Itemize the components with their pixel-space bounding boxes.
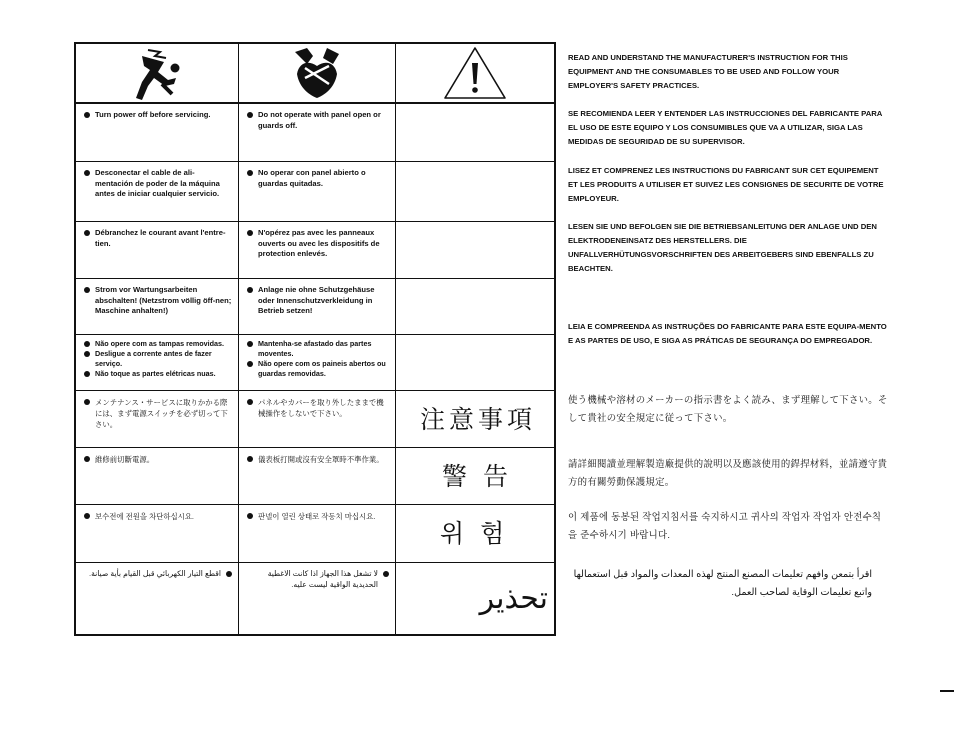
row4-col1 bbox=[76, 279, 239, 335]
text: Não toque as partes elétricas nuas. bbox=[95, 369, 216, 378]
text: Débranchez le courant avant l'entre-tien. bbox=[95, 228, 226, 248]
bullet-dot bbox=[84, 341, 90, 347]
bullet-dot bbox=[226, 571, 232, 577]
row6-col1 bbox=[76, 391, 239, 448]
bullet-dot bbox=[84, 513, 90, 519]
row7-col1 bbox=[76, 448, 239, 505]
instruction-japanese: 使う機械や溶材のメーカーの指示書をよく読み、まず理解して下さい。そして貴社の安全規定に従って下さい。 bbox=[568, 394, 888, 423]
row5-col3 bbox=[396, 335, 554, 391]
bullet-dot bbox=[84, 371, 90, 377]
moving-parts-hand-icon bbox=[287, 44, 347, 102]
row3-col3 bbox=[396, 222, 554, 279]
bullet-dot bbox=[84, 399, 90, 405]
text: N'opérez pas avec les panneaux ouverts ou avec les dispositifs de protection enlevés. bbox=[258, 228, 380, 259]
text: No operar con panel abierto o guardas quitadas. bbox=[258, 168, 366, 188]
row4-col3 bbox=[396, 279, 554, 335]
text: اقطع التيار الكهربائي قبل القيام بأية صيانة. bbox=[88, 569, 221, 578]
bullet-dot bbox=[84, 112, 90, 118]
text: 儀表板打開或沒有安全罩時不準作業。 bbox=[258, 455, 384, 464]
row1-col1 bbox=[76, 104, 239, 162]
instruction-german: LESEN SIE UND BEFOLGEN SIE DIE BETRIEBSANLEITUNG DER ANLAGE UND DEN ELEKTRODENEINSATZ DES HERSTELLERS. DIE UNFALLVERHÜTUNGSVORSCHRIFTEN DES ARBEITGEBERS SIND EBENFALLS ZU BEACHTEN. bbox=[568, 222, 877, 273]
icon-cell-3 bbox=[396, 44, 554, 104]
bullet-dot bbox=[84, 456, 90, 462]
warning-table bbox=[74, 42, 556, 636]
text: メンテナンス・サービスに取りかかる際には、まず電源スイッチを必ず切って下さい。 bbox=[95, 398, 228, 429]
row1-col3 bbox=[396, 104, 554, 162]
instruction-portuguese: LEIA E COMPREENDA AS INSTRUÇÕES DO FABRICANTE PARA ESTE EQUIPA-MENTO E AS PARTES DE USO, E SIGA AS PRÁTICAS DE SEGURANÇA DO EMPREGADOR. bbox=[568, 322, 887, 345]
row5-col2 bbox=[239, 335, 396, 391]
row7-col2 bbox=[239, 448, 396, 505]
text: Desconectar el cable de ali-mentación de poder de la máquina antes de iniciar cualquier servicio. bbox=[95, 168, 220, 199]
text: 보수전에 전원을 차단하십시요. bbox=[95, 512, 194, 521]
text: Não opere com os paineis abertos ou guardas removidas. bbox=[258, 359, 386, 378]
bullet-dot bbox=[247, 361, 253, 367]
row7-col3-heading: 警 告 bbox=[396, 448, 554, 505]
text: Turn power off before servicing. bbox=[95, 110, 211, 119]
warning-triangle-icon bbox=[442, 45, 508, 101]
text: 維修前切斷電源。 bbox=[95, 455, 155, 464]
text: パネルやカバーを取り外したままで機械操作をしないで下さい。 bbox=[258, 398, 384, 418]
bullet-dot bbox=[84, 230, 90, 236]
row2-col3 bbox=[396, 162, 554, 222]
row5-col1 bbox=[76, 335, 239, 391]
row3-col2 bbox=[239, 222, 396, 279]
row9-col3-heading: تحذير bbox=[479, 581, 548, 617]
bullet-dot bbox=[383, 571, 389, 577]
bullet-dot bbox=[247, 287, 253, 293]
text: Não opere com as tampas removidas. bbox=[95, 339, 225, 348]
instruction-french: LISEZ ET COMPRENEZ LES INSTRUCTIONS DU FABRICANT SUR CET EQUIPEMENT ET LES PRODUITS A UTILISER ET SUIVEZ LES CONSIGNES DE SECURITE DE VOTRE EMPLOYEUR. bbox=[568, 166, 884, 203]
text: Desligue a corrente antes de fazer serviço. bbox=[95, 349, 212, 368]
row8-col1 bbox=[76, 505, 239, 563]
row8-col3-heading: 위 험 bbox=[396, 505, 554, 563]
row9-col1 bbox=[76, 563, 239, 634]
text: 판넬이 열린 상태로 작동치 마십시요. bbox=[258, 512, 376, 521]
bullet-dot bbox=[84, 170, 90, 176]
bullet-dot bbox=[247, 230, 253, 236]
bullet-dot bbox=[247, 456, 253, 462]
row8-col2 bbox=[239, 505, 396, 563]
instruction-chinese: 請詳細閱讀並理解製造廠提供的說明以及應該使用的銲捍材料，並請遵守貴方的有關勞動保護規定。 bbox=[568, 458, 888, 487]
text: Anlage nie ohne Schutzgehäuse oder Innenschutzverkleidung in Betrieb setzen! bbox=[258, 285, 375, 316]
row3-col1 bbox=[76, 222, 239, 279]
bullet-dot bbox=[247, 341, 253, 347]
text: Strom vor Wartungsarbeiten abschalten! (Netzstrom völlig öff-nen; Maschine anhalten!) bbox=[95, 285, 232, 316]
row6-col3-heading: 注意事項 bbox=[396, 391, 554, 448]
bullet-dot bbox=[247, 513, 253, 519]
instruction-english: READ AND UNDERSTAND THE MANUFACTURER'S INSTRUCTION FOR THIS EQUIPMENT AND THE CONSUMABLES TO BE USED AND FOLLOW YOUR EMPLOYER'S SAFETY PRACTICES. bbox=[568, 53, 848, 90]
electric-shock-icon bbox=[122, 44, 192, 102]
instruction-korean: 이 제품에 동봉된 작업지침서를 숙지하시고 귀사의 작업자 작업자 안전수칙을 준수하시기 바랍니다. bbox=[568, 511, 882, 540]
row4-col2 bbox=[239, 279, 396, 335]
icon-cell-1 bbox=[76, 44, 239, 104]
bullet-dot bbox=[84, 351, 90, 357]
bullet-dot bbox=[247, 112, 253, 118]
row6-col2 bbox=[239, 391, 396, 448]
bullet-dot bbox=[247, 170, 253, 176]
bullet-dot bbox=[84, 287, 90, 293]
row9-col2 bbox=[239, 563, 396, 634]
row2-col1 bbox=[76, 162, 239, 222]
row1-col2 bbox=[239, 104, 396, 162]
instruction-spanish: SE RECOMIENDA LEER Y ENTENDER LAS INSTRUCCIONES DEL FABRICANTE PARA EL USO DE ESTE EQUIPO Y LOS CONSUMIBLES QUE VA A UTILIZAR, SIGA LAS MEDIDAS DE SEGURIDAD DE SU SUPERVISOR. bbox=[568, 109, 883, 146]
page-edge-mark bbox=[940, 690, 954, 692]
bullet-dot bbox=[247, 399, 253, 405]
text: Mantenha-se afastado das partes moventes. bbox=[258, 339, 372, 358]
text: لا تشغل هذا الجهاز اذا كانت الاغطية الحديدية الواقية ليست عليه. bbox=[267, 569, 378, 589]
instruction-arabic: اقرأ بتمعن وافهم تعليمات المصنع المنتج لهذه المعدات والمواد قبل استعمالها واتبع تعليمات الوقاية لصاحب العمل. bbox=[573, 569, 872, 598]
text: Do not operate with panel open or guards off. bbox=[258, 110, 381, 130]
icon-cell-2 bbox=[239, 44, 396, 104]
row2-col2 bbox=[239, 162, 396, 222]
